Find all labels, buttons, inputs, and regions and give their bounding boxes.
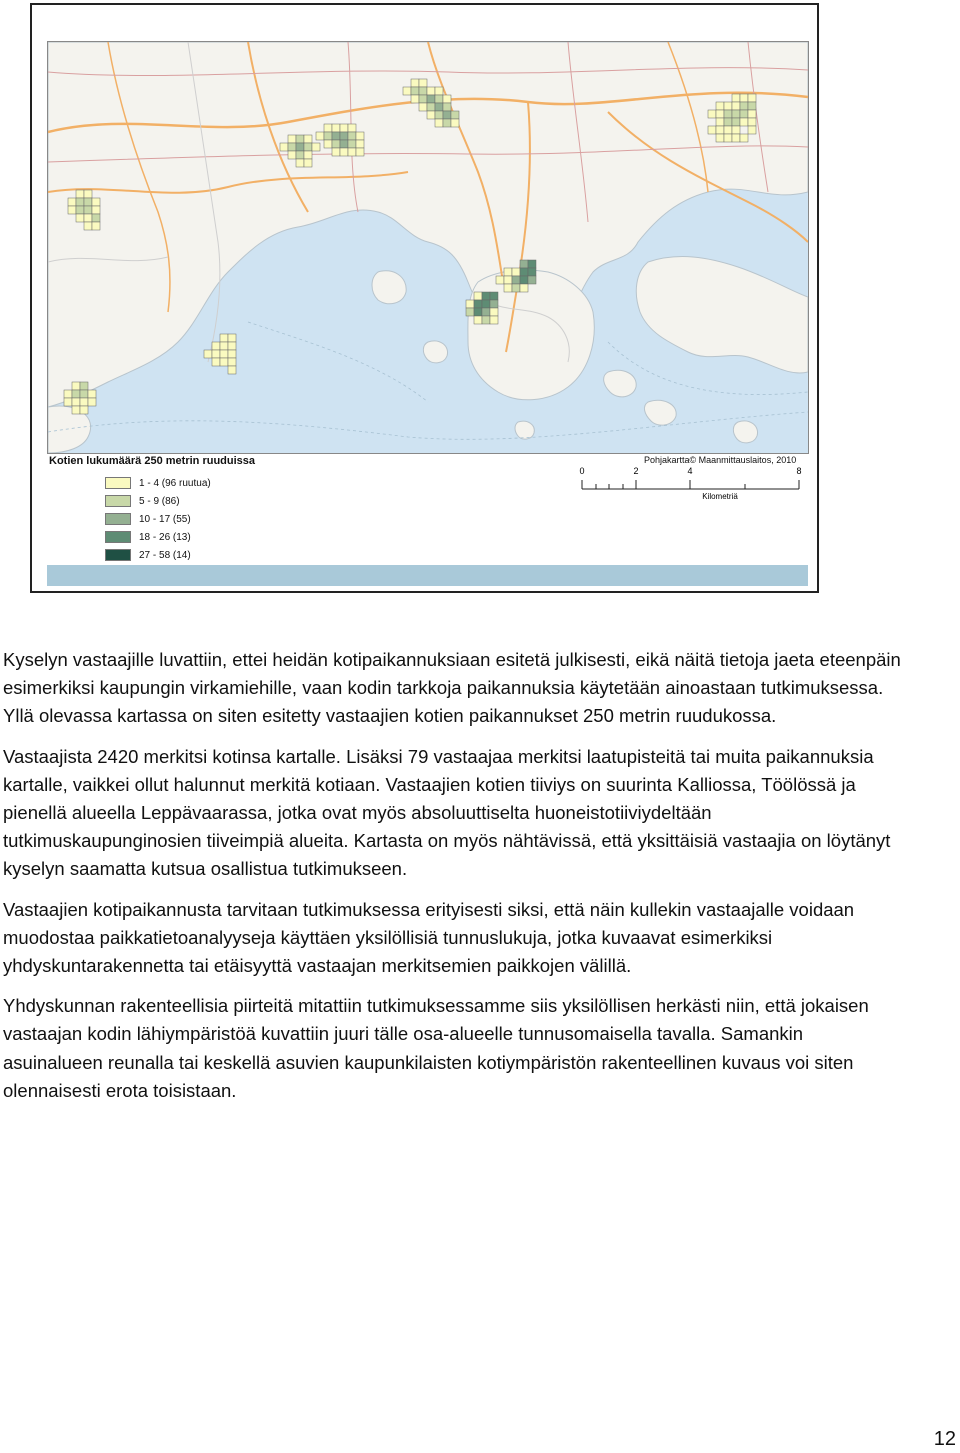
map-image [48,42,808,453]
grid-map [47,41,809,454]
grid-cell [716,134,724,142]
legend-label: 18 - 26 (13) [139,531,191,543]
grid-cell [411,79,419,87]
legend-swatch [105,531,131,543]
grid-cell [332,140,340,148]
grid-cell [72,398,80,406]
grid-cell [740,94,748,102]
grid-cell [324,124,332,132]
legend-label: 5 - 9 (86) [139,495,180,507]
grid-cell [212,358,220,366]
grid-cell [724,110,732,118]
grid-cell [490,316,498,324]
grid-cell [419,87,427,95]
grid-cell [482,292,490,300]
grid-cell [72,390,80,398]
grid-cell [528,276,536,284]
paragraph: Yhdyskunnan rakenteellisia piirteitä mitattiin tutkimuksessamme siis yksilöllisen herkästi niin, että jokaisen vastaajan kodin lähiympäristöä kuvattiin juuri tälle osa-alueelle tunnusomaisella tavalla. Samankin asuinalueen reunalla tai keskellä asuvien kaupunkilaisten kotiympäristön rakenteellinen kuvaus voi siten olennaisesti erota toisistaan. [3,995,869,1101]
grid-cell [80,398,88,406]
grid-cell [84,198,92,206]
grid-cell [340,124,348,132]
grid-cell [443,119,451,127]
legend-label: 1 - 4 (96 ruutua) [139,477,211,489]
grid-cell [403,87,411,95]
map-credit: Pohjakartta© Maanmittauslaitos, 2010 [644,455,797,465]
scale-tick-label: 4 [687,467,693,476]
grid-cell [332,124,340,132]
grid-cell [716,126,724,134]
grid-cell [512,276,520,284]
scale-tick-label: 0 [579,467,585,476]
figure-bottom-strip [47,565,808,586]
grid-cell [716,110,724,118]
grid-cell [427,87,435,95]
grid-cell [451,119,459,127]
grid-cell [92,214,100,222]
grid-cell [228,350,236,358]
grid-cell [296,135,304,143]
grid-cell [708,110,716,118]
grid-cell [411,95,419,103]
legend-item [105,530,191,544]
grid-cell [80,382,88,390]
grid-cell [72,406,80,414]
grid-cell [92,206,100,214]
grid-cell [288,143,296,151]
grid-cell [482,308,490,316]
grid-cell [474,292,482,300]
grid-cell [220,342,228,350]
grid-cell [443,111,451,119]
grid-cell [84,206,92,214]
legend-item [105,494,180,508]
grid-cell [356,140,364,148]
grid-cell [716,102,724,110]
grid-cell [204,350,212,358]
grid-cell [435,119,443,127]
grid-cell [92,222,100,230]
grid-cell [435,111,443,119]
grid-cell [732,110,740,118]
grid-cell [512,268,520,276]
grid-cell [84,190,92,198]
grid-cell [348,132,356,140]
grid-cell [220,334,228,342]
grid-cell [68,198,76,206]
grid-cell [504,268,512,276]
grid-cell [84,222,92,230]
legend-swatch [105,513,131,525]
grid-cell [340,148,348,156]
grid-cell [520,276,528,284]
grid-cell [466,300,474,308]
grid-cell [316,132,324,140]
grid-cell [92,198,100,206]
grid-cell [228,366,236,374]
grid-cell [340,132,348,140]
scale-tick-label: 2 [633,467,639,476]
grid-cell [435,103,443,111]
grid-cell [64,390,72,398]
grid-cell [482,316,490,324]
grid-cell [520,268,528,276]
grid-cell [80,390,88,398]
grid-cell [419,79,427,87]
grid-cell [76,206,84,214]
grid-cell [332,148,340,156]
map-figure [30,3,819,593]
paragraph: Kyselyn vastaajille luvattiin, ettei heidän kotipaikannuksiaan esitetä julkisesti, eikä näitä tietoja jaeta eteenpäin esimerkiksi kaupungin virkamiehille, vaan kodin tarkkoja paikannuksia käytetään ainoastaan tutkimuksessa. Yllä olevassa kartassa on siten esitetty vastaajien kotien paikannukset 250 metrin ruudukossa. [3,649,901,727]
grid-cell [708,126,716,134]
grid-cell [296,151,304,159]
legend-item [105,512,191,526]
legend-title: Kotien lukumäärä 250 metrin ruuduissa [49,455,256,467]
grid-cell [348,124,356,132]
scale-unit: Kilometriä [702,492,738,501]
grid-cell [716,118,724,126]
legend-label: 10 - 17 (55) [139,513,191,525]
grid-cell [528,260,536,268]
grid-cell [411,87,419,95]
grid-cell [76,214,84,222]
page-number: 12 [933,1428,956,1450]
paragraph: Vastaajien kotipaikannusta tarvitaan tutkimuksessa erityisesti siksi, että näin kullekin vastaajalle voidaan muodostaa paikkatietoanalyyseja käyttäen yksilöllisiä tunnuslukuja, jotka kuvaavat esimerkiksi yhdyskuntarakennetta tai etäisyyttä vastaajan merkitsemien paikkojen välillä. [3,898,855,977]
grid-cell [748,94,756,102]
grid-cell [724,134,732,142]
grid-cell [304,143,312,151]
grid-cell [419,95,427,103]
grid-cell [228,358,236,366]
legend-item [105,476,211,490]
grid-cell [504,276,512,284]
grid-cell [356,148,364,156]
grid-cell [348,140,356,148]
grid-cell [304,159,312,167]
grid-cell [520,260,528,268]
grid-cell [732,118,740,126]
grid-cell [740,118,748,126]
grid-cell [324,132,332,140]
grid-cell [212,350,220,358]
grid-cell [732,102,740,110]
grid-cell [288,135,296,143]
grid-cell [474,308,482,316]
grid-cell [740,110,748,118]
grid-cell [732,134,740,142]
grid-cell [427,111,435,119]
grid-cell [304,135,312,143]
grid-cell [732,126,740,134]
grid-cell [84,214,92,222]
grid-cell [304,151,312,159]
grid-cell [296,143,304,151]
grid-cell [324,140,332,148]
legend-swatch [105,495,131,507]
grid-cell [490,292,498,300]
grid-cell [482,300,490,308]
grid-cell [724,102,732,110]
scale-ticks [582,480,799,489]
grid-cell [748,118,756,126]
grid-cell [435,95,443,103]
grid-cell [340,140,348,148]
grid-cell [528,268,536,276]
grid-cell [732,94,740,102]
grid-cell [280,143,288,151]
grid-cell [427,95,435,103]
grid-cell [419,103,427,111]
grid-cell [88,398,96,406]
grid-cell [88,390,96,398]
grid-cell [64,398,72,406]
legend-item [105,548,191,562]
grid-cell [348,148,356,156]
grid-cell [466,308,474,316]
grid-cell [443,95,451,103]
grid-cell [212,342,220,350]
grid-cell [504,284,512,292]
grid-cell [490,308,498,316]
grid-cell [435,87,443,95]
grid-cell [332,132,340,140]
scale-tick-label: 8 [796,467,802,476]
grid-cell [724,118,732,126]
grid-cell [312,143,320,151]
grid-cell [512,284,520,292]
grid-cell [443,103,451,111]
grid-cell [748,110,756,118]
legend-label: 27 - 58 (14) [139,549,191,561]
grid-cell [76,198,84,206]
grid-cell [296,159,304,167]
grid-cell [496,276,504,284]
grid-cell [490,300,498,308]
grid-cell [740,134,748,142]
grid-cell [740,102,748,110]
grid-cell [451,111,459,119]
legend-swatch [105,549,131,561]
grid-cell [520,284,528,292]
grid-cell [228,334,236,342]
grid-cell [748,102,756,110]
grid-cell [220,358,228,366]
grid-cell [474,300,482,308]
grid-cell [228,342,236,350]
scale-bar [577,467,807,507]
body-text [3,646,903,1117]
grid-cell [220,350,228,358]
grid-cell [427,103,435,111]
grid-cell [80,406,88,414]
grid-cell [68,206,76,214]
grid-cell [76,190,84,198]
grid-cell [288,151,296,159]
grid-cell [474,316,482,324]
grid-cell [356,132,364,140]
grid-cell [72,382,80,390]
paragraph: Vastaajista 2420 merkitsi kotinsa kartalle. Lisäksi 79 vastaajaa merkitsi laatupisteitä tai muita paikannuksia kartalle, vaikkei ollut halunnut merkitä kotiaan. Vastaajien kotien tiiviys on suurinta Kalliossa, Töölössä ja pienellä alueella Leppävaarassa, jotka ovat myös absoluuttiselta huoneistotiiviydeltään tutkimuskaupunginosien tiiveimpiä alueita. Kartasta on myös nähtävissä, että yksittäisiä vastaajia on löytänyt kyselyn saamatta kutsua osallistua tutkimukseen. [3,745,891,880]
grid-cell [748,126,756,134]
grid-cell [724,126,732,134]
legend-swatch [105,477,131,489]
